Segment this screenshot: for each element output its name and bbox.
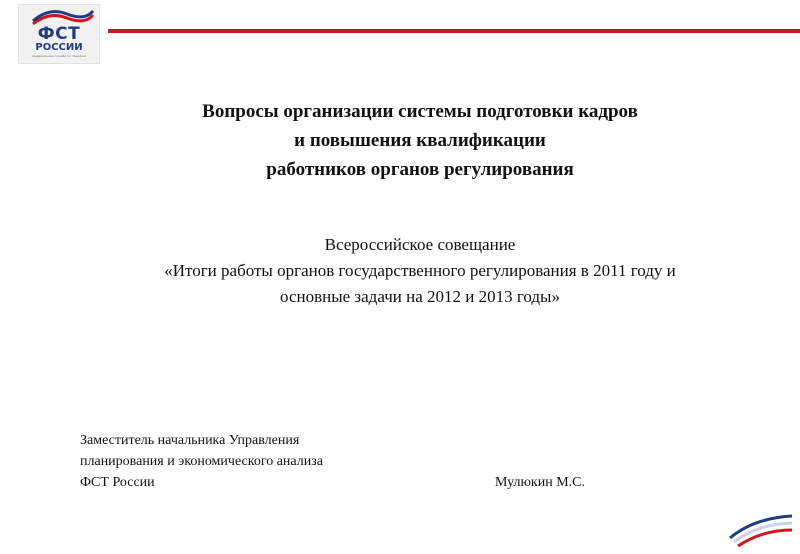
event-line-1: Всероссийское совещание: [324, 235, 516, 254]
author-position-line-2: планирования и экономического анализа: [80, 454, 323, 469]
title-line-3: работников органов регулирования: [266, 159, 574, 180]
logo-tagline: федеральная служба по тарифам: [32, 54, 86, 58]
title-line-2: и повышения квалификации: [294, 130, 546, 151]
fst-logo: [18, 4, 100, 64]
event-line-2: «Итоги работы органов государственного регулирования в 2011 году и: [164, 261, 676, 280]
header-red-rule: [108, 29, 800, 33]
event-subtitle: [60, 232, 780, 310]
author-position-line-1: Заместитель начальника Управления: [80, 433, 300, 448]
author-name: Мулюкин М.С.: [495, 475, 586, 490]
title-line-1: Вопросы организации системы подготовки кадров: [202, 101, 638, 122]
author-position-line-3: ФСТ России: [80, 475, 155, 490]
flag-swoosh-icon: [728, 508, 794, 548]
presentation-title: [60, 97, 780, 184]
event-line-3: основные задачи на 2012 и 2013 годы»: [280, 287, 560, 306]
logo-country: РОССИИ: [35, 42, 83, 53]
logo-abbr: ФСТ: [37, 24, 81, 44]
author-position: [80, 430, 323, 493]
